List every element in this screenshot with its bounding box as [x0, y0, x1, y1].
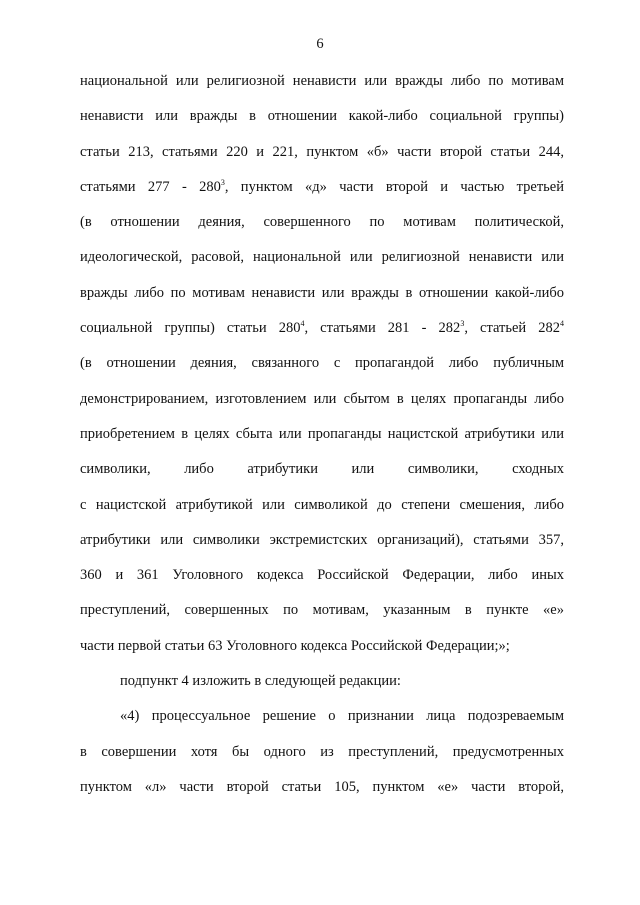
text-line: (в отношении деяния, связанного с пропагандой либо публичным	[80, 355, 564, 372]
text-line: символики, либо атрибутики или символики, сходных	[80, 461, 564, 478]
text-line: 360 и 361 Уголовного кодекса Российской Федерации, либо иных	[80, 567, 564, 584]
document-body	[80, 64, 564, 805]
superscript: 3	[460, 319, 465, 329]
text-line: с нацистской атрибутикой или символикой до степени смешения, либо	[80, 496, 564, 513]
text-line: национальной или религиозной ненависти или вражды либо по мотивам	[80, 73, 564, 89]
text-line: (в отношении деяния, совершенного по мотивам политической,	[80, 214, 564, 231]
text-line: пунктом «л» части второй статьи 105, пунктом «е» части второй,	[80, 778, 564, 795]
text-line: вражды либо по мотивам ненависти или вражды в отношении какой-либо	[80, 284, 564, 301]
text-line: части первой статьи 63 Уголовного кодекса Российской Федерации;»;	[80, 637, 510, 654]
text-line: в совершении хотя бы одного из преступлений, предусмотренных	[80, 743, 564, 760]
text-line: приобретением в целях сбыта или пропаганды нацистской атрибутики или	[80, 425, 564, 442]
superscript: 4	[300, 319, 305, 329]
page-number: 6	[316, 36, 324, 52]
text-line: атрибутики или символики экстремистских организаций), статьями 357,	[80, 531, 564, 548]
text-line: идеологической, расовой, национальной или религиозной ненависти или	[80, 249, 564, 266]
text-line: социальной группы) статьи $280^4$, статьями $281 - 282^3$, статьей $282^4$	[80, 319, 565, 337]
superscript: 4	[560, 319, 565, 329]
text-line: демонстрированием, изготовлением или сбытом в целях пропаганды либо	[80, 390, 564, 407]
text-line: статьи 213, статьями 220 и 221, пунктом «б» части второй статьи 244,	[80, 143, 564, 160]
text-line: подпункт 4 изложить в следующей редакции:	[120, 673, 401, 690]
text-line: статьями $277 - 280^3$, пунктом «д» части второй и частью третьей	[80, 177, 564, 195]
text-line: ненависти или вражды в отношении какой-либо социальной группы)	[80, 108, 564, 125]
text-line: «4) процессуальное решение о признании лица подозреваемым	[120, 708, 564, 725]
superscript: 3	[220, 177, 225, 187]
text-line: преступлений, совершенных по мотивам, указанным в пункте «е»	[80, 602, 564, 619]
